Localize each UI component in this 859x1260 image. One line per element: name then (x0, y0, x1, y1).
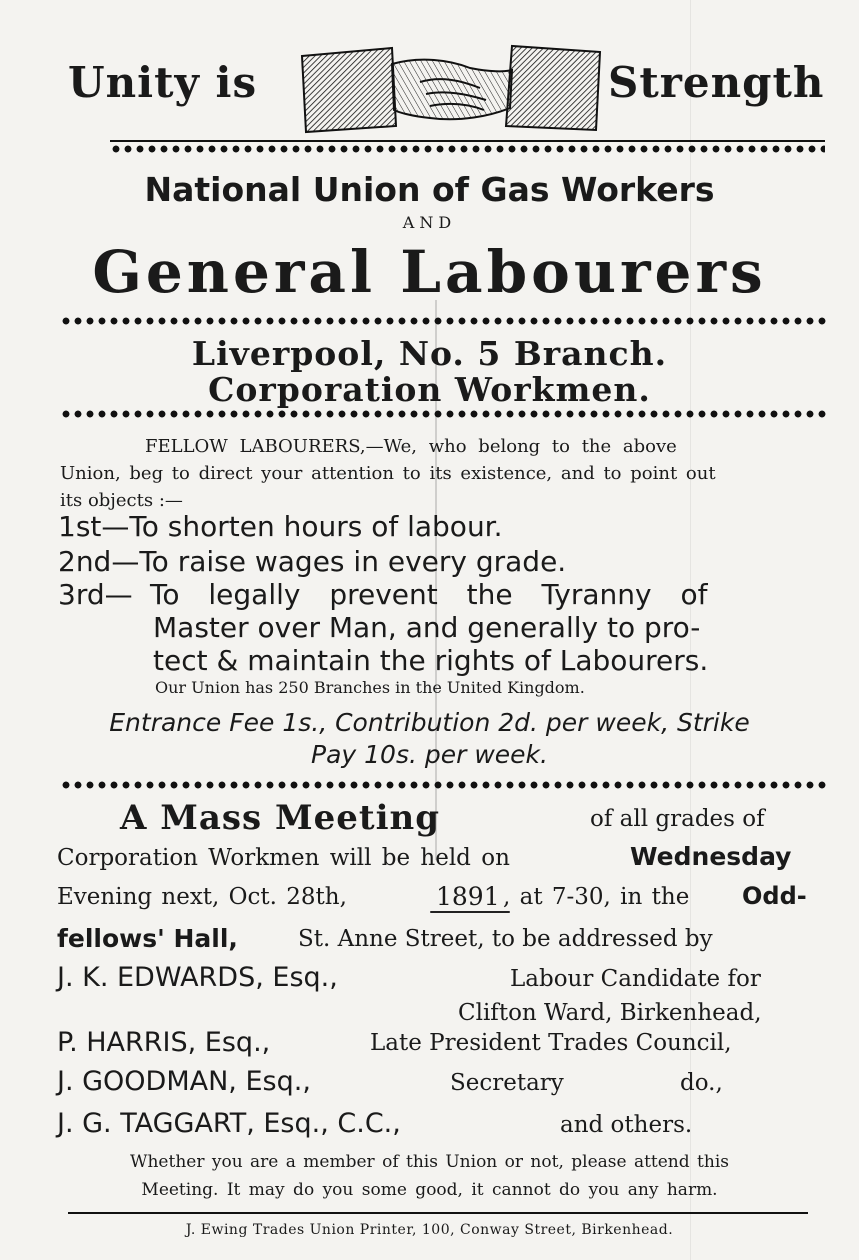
object-item: Master over Man, and generally to pro- (153, 611, 701, 644)
meeting-line: Evening next, Oct. 28th, (57, 884, 347, 910)
meeting-hall: fellows' Hall, (57, 924, 238, 953)
speaker-name: J. GOODMAN, Esq., (57, 1066, 311, 1097)
speaker-name: P. HARRIS, Esq., (57, 1027, 271, 1058)
handshake-icon (300, 42, 602, 134)
meeting-year: 1891 (436, 882, 500, 911)
speaker-role: Secretary (450, 1070, 564, 1096)
appeal-line: Union, beg to direct your attention to its existence, and to point out (60, 463, 716, 484)
union-title: General Labourers (92, 238, 767, 306)
year-underline (430, 911, 510, 913)
speaker-role: Late President Trades Council, (370, 1030, 732, 1056)
meeting-line: St. Anne Street, to be addressed by (298, 926, 713, 952)
meeting-hall: Odd- (742, 882, 807, 910)
speaker-role: do., (680, 1070, 723, 1096)
printer-imprint: J. Ewing Trades Union Printer, 100, Conway Street, Birkenhead. (185, 1222, 674, 1238)
meeting-day: Wednesday (630, 842, 792, 871)
branch-subtitle: Corporation Workmen. (208, 370, 651, 409)
object-item-label: 3rd— (58, 578, 133, 611)
divider (110, 145, 825, 154)
object-item: 1st—To shorten hours of labour. (58, 510, 503, 543)
meeting-line: Corporation Workmen will be held on (57, 845, 510, 871)
speaker-role: Clifton Ward, Birkenhead, (458, 1000, 762, 1026)
meeting-headline: A Mass Meeting (120, 798, 441, 838)
meeting-line: , at 7-30, in the (503, 884, 690, 910)
branches-note: Our Union has 250 Branches in the United Kingdom. (155, 678, 585, 697)
speaker-name: J. G. TAGGART, Esq., C.C., (57, 1108, 401, 1139)
divider (60, 317, 830, 326)
branch-name: Liverpool, No. 5 Branch. (191, 334, 668, 373)
motto-right: Strength (608, 58, 825, 107)
meeting-line: of all grades of (590, 806, 765, 832)
union-name: National Union of Gas Workers (144, 170, 715, 209)
closing-line: Whether you are a member of this Union or not, please attend this (130, 1152, 729, 1172)
speaker-name: J. K. EDWARDS, Esq., (57, 962, 338, 993)
fees-line: Pay 10s. per week. (311, 740, 548, 769)
object-item: To legally prevent the Tyranny of (150, 578, 708, 611)
divider (68, 1212, 808, 1214)
closing-line: Meeting. It may do you some good, it cannot do you any harm. (141, 1180, 718, 1200)
divider (60, 781, 830, 790)
speaker-role: Labour Candidate for (510, 966, 761, 992)
conjunction: AND (402, 213, 457, 232)
fees-line: Entrance Fee 1s., Contribution 2d. per week, Strike (109, 708, 750, 737)
motto-left: Unity is (68, 58, 258, 107)
divider (60, 410, 830, 419)
speaker-role: and others. (560, 1112, 693, 1138)
divider (110, 140, 825, 142)
object-item: 2nd—To raise wages in every grade. (58, 545, 567, 578)
appeal-line: FELLOW LABOURERS,—We, who belong to the above (145, 436, 677, 457)
appeal-line: its objects :— (60, 490, 183, 511)
object-item: tect & maintain the rights of Labourers. (153, 644, 709, 677)
